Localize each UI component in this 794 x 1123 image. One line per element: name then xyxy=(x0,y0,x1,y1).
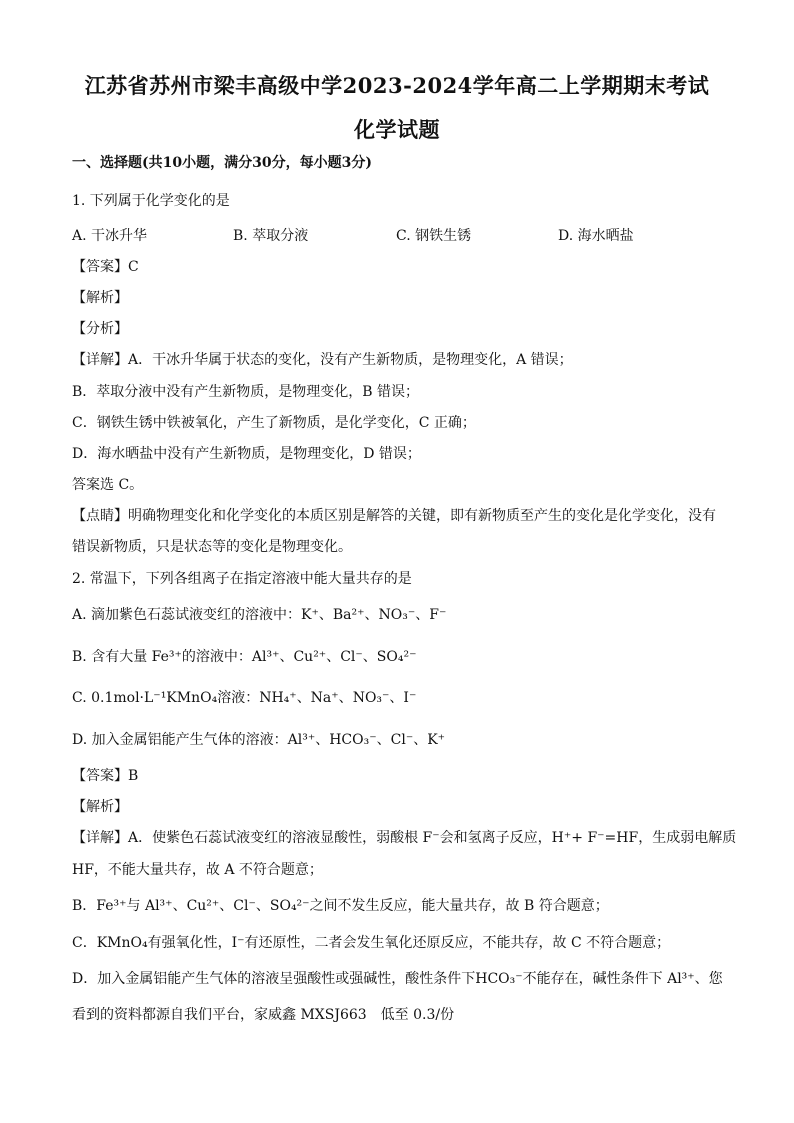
q1-conclusion: 答案选 C。 xyxy=(72,477,144,493)
q2-detail-d-bicarbonate: HCO₃⁻ xyxy=(475,971,523,987)
q1-option-b: B. 萃取分液 xyxy=(233,228,309,244)
q2-option-a-ions: K⁺、Ba²⁺、 xyxy=(301,607,379,623)
q2-detail-d-tail: 不能存在，碱性条件下 Al³⁺、您 xyxy=(522,971,723,987)
q2-option-b-ions: Al³⁺、Cu²⁺、Cl⁻、 xyxy=(251,649,377,665)
document-subtitle: 化学试题 xyxy=(354,117,440,142)
footer-notice: 看到的资料都源自我们平台，家威鑫 MXSJ663 低至 0.3/份 xyxy=(72,1007,455,1023)
q2-option-b-prefix: B. 含有大量 Fe³⁺的溶液中： xyxy=(72,649,252,665)
q2-detail-b-prefix: B．Fe³⁺与 Al³⁺、Cu²⁺、Cl⁻、 xyxy=(72,898,270,914)
q2-option-c-nitrate: NO₃⁻ xyxy=(352,690,390,706)
q1-option-d: D. 海水晒盐 xyxy=(558,228,634,244)
q1-detail-c: C．钢铁生锈中铁被氧化，产生了新物质，是化学变化，C 正确； xyxy=(72,415,476,431)
q2-analysis-tag: 【解析】 xyxy=(72,799,128,815)
q1-stem: 1. 下列属于化学变化的是 xyxy=(72,193,230,209)
q2-option-a-prefix: A. 滴加紫色石蕊试液变红的溶液中： xyxy=(72,607,302,623)
q1-detail-b: B．萃取分液中没有产生新物质，是物理变化，B 错误； xyxy=(72,384,420,400)
q1-dianjing-line2: 错误新物质，只是状态等的变化是物理变化。 xyxy=(72,539,352,555)
q1-answer: 【答案】C xyxy=(72,259,139,275)
q1-dianjing-line1: 【点睛】明确物理变化和化学变化的本质区别是解答的关键，即有新物质至产生的变化是化学变化，没有 xyxy=(72,508,716,524)
q2-option-c-ammonium: NH₄⁺ xyxy=(259,690,297,706)
q2-option-c-mid: 、Na⁺、 xyxy=(296,690,353,706)
q2-option-a-nitrate: NO₃⁻ xyxy=(378,607,416,623)
q2-detail-d xyxy=(72,968,723,988)
q2-option-d-prefix: D. 加入金属铝能产生气体的溶液：Al³⁺、 xyxy=(72,732,330,748)
q2-answer: 【答案】B xyxy=(72,768,139,784)
q2-detail-b xyxy=(72,895,609,915)
q2-detail-b-tail: 之间不发生反应，能大量共存，故 B 符合题意； xyxy=(309,898,609,914)
q2-option-b xyxy=(72,646,416,666)
q2-option-d-bicarbonate: HCO₃⁻ xyxy=(329,732,377,748)
q1-analysis-tag: 【解析】 xyxy=(72,290,128,306)
q1-option-c: C. 钢铁生锈 xyxy=(396,228,472,244)
q2-option-d xyxy=(72,729,445,749)
q1-option-a: A. 干冰升华 xyxy=(72,228,148,244)
q2-option-c xyxy=(72,687,416,707)
q2-detail-a-line1: 【详解】A．使紫色石蕊试液变红的溶液显酸性，弱酸根 F⁻会和氢离子反应，H⁺+ F⁻=HF，生成弱电解质 xyxy=(72,830,737,846)
q2-option-b-sulfate: SO₄²⁻ xyxy=(376,649,417,665)
q2-option-c-prefix: C. 0.1mol·L⁻¹KMnO₄溶液： xyxy=(72,690,260,706)
q1-fenxi-tag: 【分析】 xyxy=(72,321,128,337)
q2-option-a-tail: 、F⁻ xyxy=(415,607,447,623)
document-title: 江苏省苏州市梁丰高级中学2023-2024学年高二上学期期末考试 xyxy=(84,73,710,98)
q2-option-a xyxy=(72,604,446,624)
q2-option-d-tail: 、Cl⁻、K⁺ xyxy=(376,732,446,748)
q2-option-c-tail: 、I⁻ xyxy=(389,690,417,706)
q1-detail-d: D．海水晒盐中没有产生新物质，是物理变化，D 错误； xyxy=(72,446,421,462)
q2-detail-c: C．KMnO₄有强氧化性，I⁻有还原性，二者会发生氧化还原反应，不能共存，故 C 不符合题意； xyxy=(72,935,671,951)
q2-detail-a-line2: HF，不能大量共存，故 A 不符合题意； xyxy=(72,862,323,878)
section-heading: 一、选择题(共10小题，满分30分，每小题3分) xyxy=(72,155,372,171)
q2-detail-b-sulfate: SO₄²⁻ xyxy=(269,898,310,914)
q2-detail-d-prefix: D．加入金属铝能产生气体的溶液呈强酸性或强碱性，酸性条件下 xyxy=(72,971,476,987)
q1-detail-a: 【详解】A．干冰升华属于状态的变化，没有产生新物质，是物理变化，A 错误； xyxy=(72,352,573,368)
q2-stem: 2. 常温下，下列各组离子在指定溶液中能大量共存的是 xyxy=(72,571,412,587)
